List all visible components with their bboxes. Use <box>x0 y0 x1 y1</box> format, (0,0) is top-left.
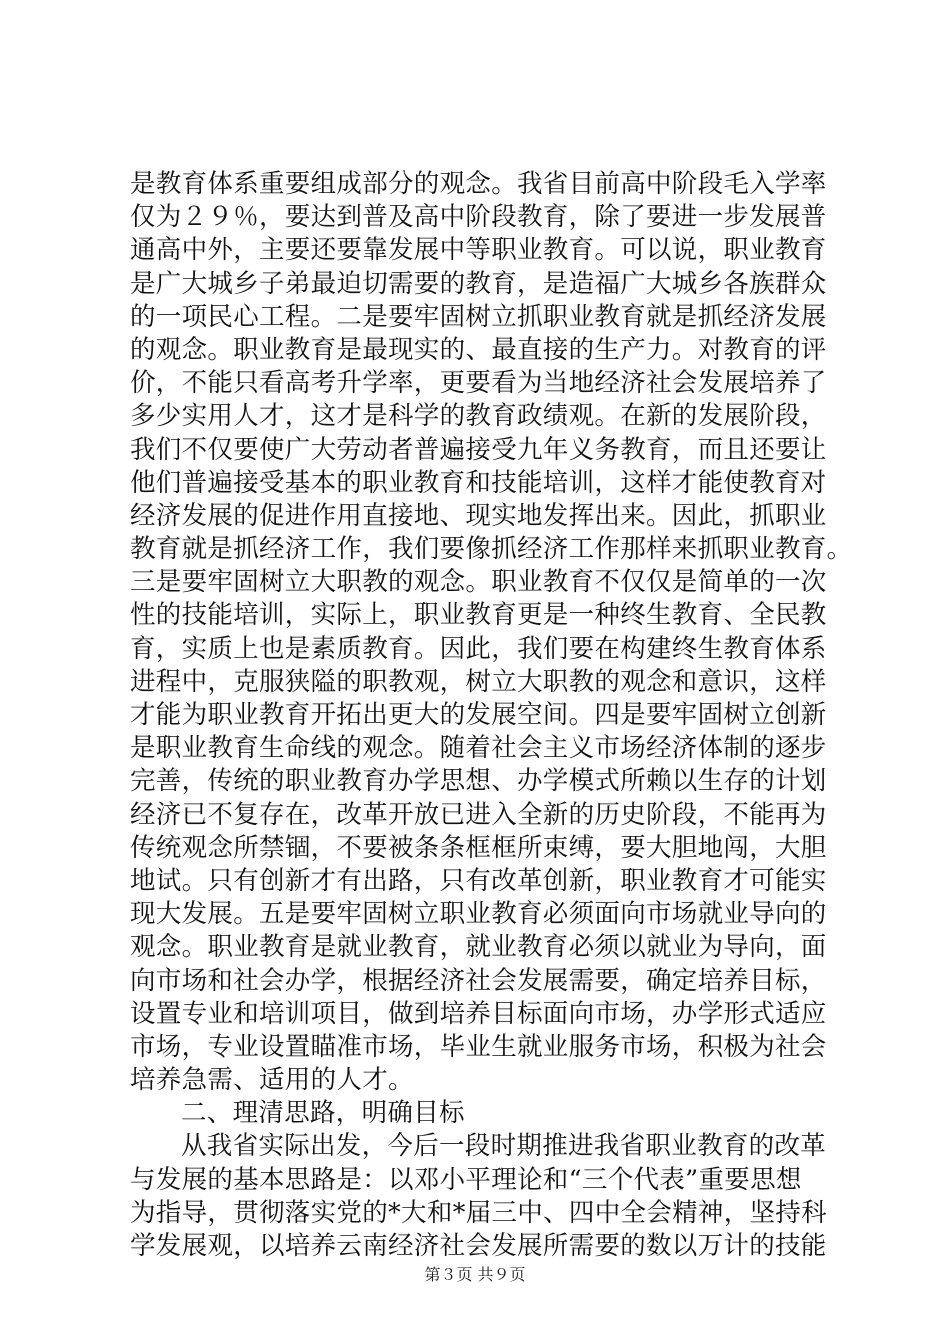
paragraph-line: 传统观念所禁锢，不要被条条框框所束缚，要大胆地闯，大胆 <box>130 832 827 863</box>
page-number-footer: 第３页 共９页 <box>424 1265 526 1284</box>
paragraph-line: 的观念。职业教育是最现实的、最直接的生产力。对教育的评 <box>130 334 827 365</box>
paragraph-line: 他们普遍接受基本的职业教育和技能培训，这样才能使教育对 <box>130 467 827 498</box>
paragraph-line: 学发展观，以培养云南经济社会发展所需要的数以万计的技能 <box>130 1231 827 1261</box>
paragraph-line: 是广大城乡子弟最迫切需要的教育，是造福广大城乡各族群众 <box>130 268 827 299</box>
section-heading: 二、理清思路，明确目标 <box>181 1098 465 1129</box>
paragraph-line: 市场，专业设置瞄准市场，毕业生就业服务市场，积极为社会 <box>130 1031 827 1062</box>
paragraph-line: 仅为２９％，要达到普及高中阶段教育，除了要进一步发展普 <box>130 202 827 233</box>
paragraph-line: 观念。职业教育是就业教育，就业教育必须以就业为导向，面 <box>130 932 827 963</box>
paragraph-line: 教育就是抓经济工作，我们要像抓经济工作那样来抓职业教育。 <box>130 534 853 565</box>
paragraph-line: 现大发展。五是要牢固树立职业教育必须面向市场就业导向的 <box>130 899 827 930</box>
paragraph-line: 的一项民心工程。二是要牢固树立抓职业教育就是抓经济发展 <box>130 301 827 332</box>
paragraph-line: 培养急需、适用的人才。 <box>130 1065 414 1096</box>
paragraph-line: 三是要牢固树立大职教的观念。职业教育不仅仅是简单的一次 <box>130 567 827 598</box>
paragraph-line: 从我省实际出发，今后一段时期推进我省职业教育的改革 <box>181 1131 827 1162</box>
paragraph-line: 育，实质上也是素质教育。因此，我们要在构建终生教育体系 <box>130 633 827 664</box>
document-body <box>130 168 853 1263</box>
paragraph-line: 与发展的基本思路是：以邓小平理论和“三个代表”重要思想 <box>130 1164 802 1195</box>
paragraph-line: 经济已不复存在，改革开放已进入全新的历史阶段，不能再为 <box>130 799 827 830</box>
paragraph-line: 通高中外，主要还要靠发展中等职业教育。可以说，职业教育 <box>130 235 827 266</box>
paragraph-line: 为指导，贯彻落实党的*大和*届三中、四中全会精神，坚持科 <box>130 1197 827 1228</box>
paragraph-line: 才能为职业教育开拓出更大的发展空间。四是要牢固树立创新 <box>130 700 827 730</box>
paragraph-line: 价，不能只看高考升学率，更要看为当地经济社会发展培养了 <box>130 368 827 399</box>
paragraph-line: 完善，传统的职业教育办学思想、办学模式所赖以生存的计划 <box>130 766 827 797</box>
paragraph-line: 进程中，克服狭隘的职教观，树立大职教的观念和意识，这样 <box>130 666 827 697</box>
paragraph-line: 向市场和社会办学，根据经济社会发展需要，确定培养目标， <box>130 965 827 996</box>
paragraph-line: 地试。只有创新才有出路，只有改革创新，职业教育才可能实 <box>130 865 827 896</box>
paragraph-line: 我们不仅要使广大劳动者普遍接受九年义务教育，而且还要让 <box>130 434 827 465</box>
paragraph-line: 是教育体系重要组成部分的观念。我省目前高中阶段毛入学率 <box>130 169 827 199</box>
paragraph-line: 经济发展的促进作用直接地、现实地发挥出来。因此，抓职业 <box>130 500 827 531</box>
paragraph-line: 设置专业和培训项目，做到培养目标面向市场，办学形式适应 <box>130 998 827 1029</box>
paragraph-line: 是职业教育生命线的观念。随着社会主义市场经济体制的逐步 <box>130 733 827 764</box>
paragraph-line: 多少实用人才，这才是科学的教育政绩观。在新的发展阶段， <box>130 401 827 432</box>
paragraph-line: 性的技能培训，实际上，职业教育更是一种终生教育、全民教 <box>130 600 827 631</box>
